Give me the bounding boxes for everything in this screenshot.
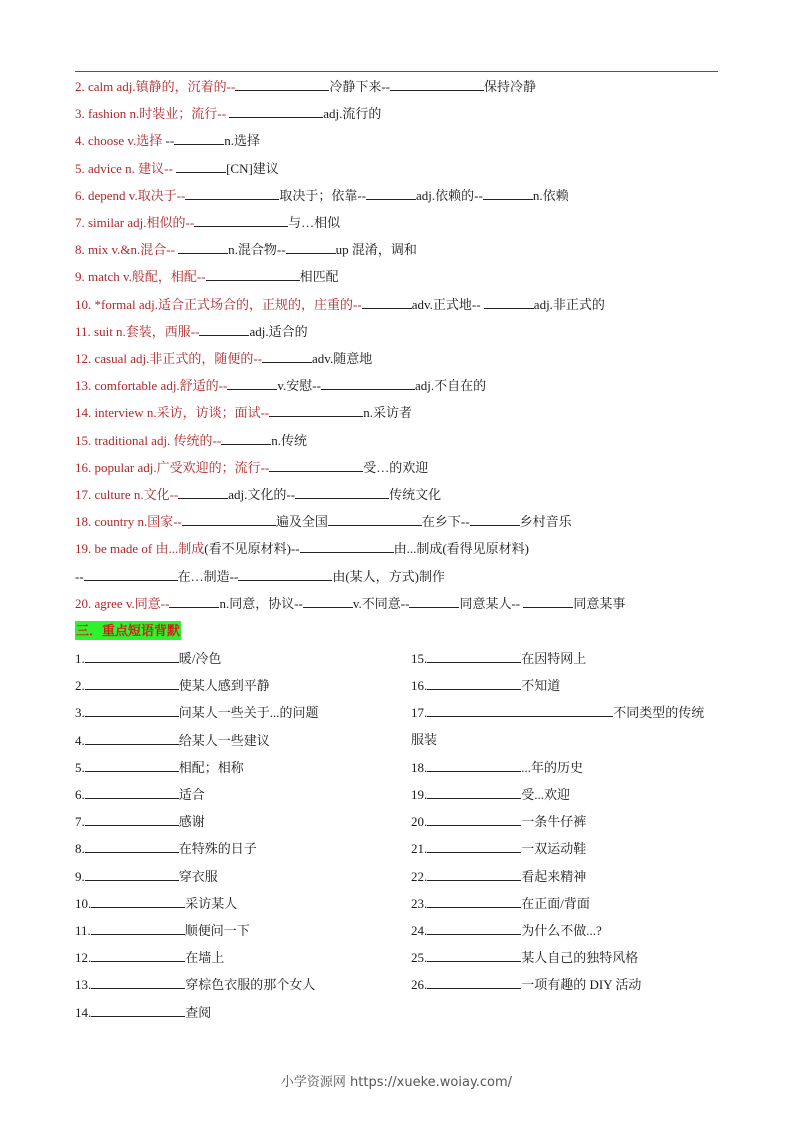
fill-blank[interactable] [427,974,521,989]
fill-blank[interactable] [206,266,300,281]
phrase-meaning: 受...欢迎 [521,787,571,802]
header-rule [75,71,718,72]
vocab-text: adv.正式地-- [411,296,484,312]
fill-blank[interactable] [470,511,520,526]
vocab-line [75,593,625,613]
phrase-number: 14. [75,1004,92,1020]
fill-blank[interactable] [427,648,521,663]
phrase-number: 24. [411,923,428,938]
phrase-meaning: 穿衣服 [178,868,218,884]
fill-blank[interactable] [85,811,179,826]
fill-blank[interactable] [221,430,271,445]
vocab-text: 在乡下-- [421,514,470,530]
fill-blank[interactable] [303,593,353,608]
vocab-text: n.传统 [271,432,307,448]
phrase-meaning: 看起来精神 [521,868,587,884]
vocab-text: 乡村音乐 [519,514,572,530]
vocab-term: 8. mix v.&n.混合-- [75,242,179,258]
phrase-number: 10. [75,895,92,911]
fill-blank[interactable] [427,811,521,826]
vocab-line [75,239,417,259]
phrase-meaning: 一双运动鞋 [521,841,587,857]
vocab-term: 20. agree v.同意-- [75,595,170,611]
phrase-meaning: 相配；相称 [178,759,244,775]
fill-blank[interactable] [328,511,422,526]
vocab-text: adj.流行的 [323,106,382,122]
vocab-term: 14. interview n.采访，访谈；面试-- [75,405,270,421]
fill-blank[interactable] [427,675,521,690]
fill-blank[interactable] [300,538,394,553]
fill-blank[interactable] [238,566,332,581]
vocab-line [75,538,529,558]
fill-blank[interactable] [409,593,459,608]
fill-blank[interactable] [427,838,521,853]
phrase-item [75,757,244,777]
fill-blank[interactable] [185,185,279,200]
vocab-term: 7. similar adj.相似的-- [75,215,195,230]
phrase-meaning: 给某人一些建议 [178,732,270,748]
vocab-line [75,76,536,96]
vocab-text: 同意某事 [573,595,626,611]
vocab-text: 受…的欢迎 [363,459,429,475]
phrase-item [411,893,590,913]
fill-blank[interactable] [366,185,416,200]
vocab-text: 取决于；依靠-- [279,187,367,203]
phrase-item [75,811,205,831]
vocab-term: 13. comfortable adj.舒适的-- [75,378,228,394]
vocab-text: 冷静下来-- [329,79,390,94]
vocab-line [75,430,307,450]
vocab-line [75,402,412,422]
vocab-line [75,457,428,477]
fill-blank[interactable] [229,103,323,118]
vocab-text: 在…制造-- [177,568,239,584]
phrase-meaning: 在正面/背面 [521,895,590,911]
phrase-number: 12. [75,950,92,966]
vocab-term: 12. casual adj.非正式的，随便的-- [75,351,263,366]
vocab-text: adj.文化的-- [228,487,296,502]
phrase-meaning: 穿棕色衣服的那个女人 [185,977,316,993]
phrase-meaning: 感谢 [178,814,205,830]
phrase-meaning: 服装 [411,731,438,747]
vocab-text: 与…相似 [288,215,341,230]
vocab-text: -- [75,568,84,584]
vocab-line [75,511,572,531]
fill-blank[interactable] [85,757,179,772]
vocab-text: 相匹配 [299,269,339,285]
fill-blank[interactable] [390,76,484,91]
phrase-number: 6. [75,787,85,802]
fill-blank[interactable] [91,893,185,908]
phrase-number: 13. [75,977,92,993]
phrase-number: 23. [411,895,428,911]
phrase-item [411,947,638,967]
phrase-item [75,866,218,886]
phrase-number: 9. [75,868,85,884]
phrase-meaning: 在特殊的日子 [178,841,257,857]
phrase-item [411,675,560,695]
phrase-number: 26. [411,977,428,993]
fill-blank[interactable] [91,974,185,989]
phrase-meaning: 一条牛仔裤 [521,814,587,830]
phrase-meaning: 采访某人 [185,895,238,911]
phrase-number: 11. [75,923,91,938]
vocab-term: 5. advice n. 建议-- [75,160,177,176]
phrase-item [75,1002,211,1022]
vocab-term: 4. choose v.选择 [75,133,166,149]
fill-blank[interactable] [85,730,179,745]
vocab-text: -- [165,133,175,149]
phrase-number: 18. [411,759,428,775]
fill-blank[interactable] [176,158,226,173]
fill-blank[interactable] [84,566,178,581]
vocab-line [75,348,372,368]
phrase-number: 3. [75,705,85,721]
vocab-text: 同意某人-- [459,595,524,611]
phrase-item [411,730,437,750]
phrase-number: 7. [75,814,85,830]
phrase-number: 4. [75,732,85,748]
vocab-line [75,294,605,314]
phrase-item [75,784,205,804]
phrase-number: 20. [411,814,428,830]
vocab-line [75,566,445,586]
fill-blank[interactable] [85,866,179,881]
vocab-text: 传统文化 [389,487,442,502]
phrase-item [75,838,257,858]
phrase-number: 5. [75,759,85,775]
vocab-line [75,484,441,504]
vocab-text: adj.依赖的-- [416,187,483,203]
fill-blank[interactable] [174,130,224,145]
phrase-meaning: 暖/冷色 [178,651,222,666]
phrase-meaning: 顺便问一下 [184,923,250,938]
vocab-term: 19. be made of 由...制成 [75,541,205,557]
phrase-meaning: 适合 [178,787,205,802]
vocab-term: 9. match v.般配，相配-- [75,269,206,285]
vocab-line [75,130,260,150]
phrase-meaning: ...年的历史 [521,759,584,775]
phrase-meaning: 查阅 [185,1004,212,1020]
fill-blank[interactable] [85,702,179,717]
phrase-number: 1. [75,651,85,666]
fill-blank[interactable] [227,375,277,390]
vocab-term: 17. culture n.文化-- [75,487,179,502]
fill-blank[interactable] [321,375,415,390]
vocab-term: 2. calm adj.镇静的，沉着的-- [75,79,236,94]
fill-blank[interactable] [427,757,521,772]
vocab-line [75,266,339,286]
phrase-meaning: 为什么不做...? [521,923,602,938]
phrase-meaning: 某人自己的独特风格 [521,950,639,966]
fill-blank[interactable] [182,511,276,526]
fill-blank[interactable] [178,239,228,254]
fill-blank[interactable] [91,920,185,935]
fill-blank[interactable] [262,348,312,363]
phrase-meaning: 一项有趣的 DIY 活动 [521,977,642,993]
vocab-term: 10. *formal adj.适合正式场合的，正规的，庄重的-- [75,296,362,312]
fill-blank[interactable] [484,294,534,309]
fill-blank[interactable] [523,593,573,608]
phrase-item [411,702,704,722]
phrase-meaning: 在墙上 [185,950,225,966]
vocab-text: adj.非正式的 [533,296,605,312]
phrase-meaning: 在因特网上 [521,651,587,666]
fill-blank[interactable] [194,212,288,227]
fill-blank[interactable] [427,866,521,881]
phrase-item [411,866,586,886]
fill-blank[interactable] [85,838,179,853]
phrase-item [411,757,583,777]
section-heading: 三．重点短语背默 [76,623,181,638]
vocab-text: adj.适合的 [249,323,308,339]
phrase-item [75,947,224,967]
phrase-item [411,974,641,994]
vocab-text: n.同意，协议-- [219,595,303,611]
phrase-number: 8. [75,841,85,857]
vocab-text: 保持冷静 [483,79,536,94]
phrase-number: 21. [411,841,428,857]
fill-blank[interactable] [85,675,179,690]
fill-blank[interactable] [286,239,336,254]
phrase-item [75,974,315,994]
vocab-term: 11. suit n.套装，西服-- [75,323,200,339]
phrase-item [75,920,250,940]
phrase-item [75,675,270,695]
phrase-number: 15. [411,651,428,666]
phrase-number: 17. [411,705,428,721]
vocab-text: [CN]建议 [226,160,279,176]
phrase-item [75,648,221,668]
fill-blank[interactable] [85,784,179,799]
vocab-text: up 混淆，调和 [335,242,417,258]
phrase-item [411,811,586,831]
vocab-text: adv.随意地 [312,351,373,366]
fill-blank[interactable] [199,321,249,336]
vocab-term: 3. fashion n.时装业；流行-- [75,106,230,122]
vocab-text: adj.不自在的 [414,378,487,394]
phrase-meaning: 使某人感到平静 [178,678,270,694]
fill-blank[interactable] [483,185,533,200]
vocab-line [75,103,381,123]
phrase-number: 25. [411,950,428,966]
vocab-text: n.采访者 [363,405,413,421]
vocab-term: 18. country n.国家-- [75,514,182,530]
vocab-line [75,212,340,232]
vocab-text: n.选择 [224,133,260,149]
vocab-line [75,321,308,341]
footer-watermark: 小学资源网 https://xueke.woiay.com/ [280,1075,513,1090]
phrase-number: 22. [411,868,428,884]
phrase-number: 19. [411,787,428,802]
fill-blank[interactable] [427,920,521,935]
fill-blank[interactable] [269,457,363,472]
vocab-text: v.不同意-- [352,595,410,611]
vocab-line [75,185,569,205]
fill-blank[interactable] [427,702,613,717]
fill-blank[interactable] [235,76,329,91]
vocab-text: n.混合物-- [228,242,286,258]
vocab-line [75,158,279,178]
phrase-meaning: 不知道 [521,678,561,694]
fill-blank[interactable] [295,484,389,499]
phrase-item [411,838,586,858]
fill-blank[interactable] [427,784,521,799]
vocab-text: 由(某人，方式)制作 [332,568,446,584]
vocab-text: n.依赖 [532,187,569,203]
vocab-text: 遍及全国 [275,514,328,530]
fill-blank[interactable] [427,947,521,962]
phrase-item [75,730,270,750]
fill-blank[interactable] [362,294,412,309]
fill-blank[interactable] [427,893,521,908]
vocab-text: (看不见原材料)-- [204,541,300,557]
fill-blank[interactable] [169,593,219,608]
vocab-line [75,375,486,395]
vocab-term: 16. popular adj.广受欢迎的；流行-- [75,459,270,475]
phrase-item [411,920,602,940]
vocab-term: 6. depend v.取决于-- [75,187,186,203]
fill-blank[interactable] [178,484,228,499]
phrase-item [75,893,237,913]
vocab-text: v.安慰-- [277,378,321,394]
phrase-item [75,702,319,722]
phrase-number: 16. [411,678,428,694]
phrase-item [411,784,570,804]
fill-blank[interactable] [85,648,179,663]
fill-blank[interactable] [269,402,363,417]
phrase-meaning: 不同类型的传统 [613,705,705,721]
vocab-text: 由...制成(看得见原材料) [393,541,530,557]
phrase-number: 2. [75,678,85,694]
fill-blank[interactable] [91,947,185,962]
phrase-meaning: 问某人一些关于...的问题 [178,705,319,721]
vocab-term: 15. traditional adj. 传统的-- [75,432,222,448]
phrase-item [411,648,586,668]
fill-blank[interactable] [91,1002,185,1017]
